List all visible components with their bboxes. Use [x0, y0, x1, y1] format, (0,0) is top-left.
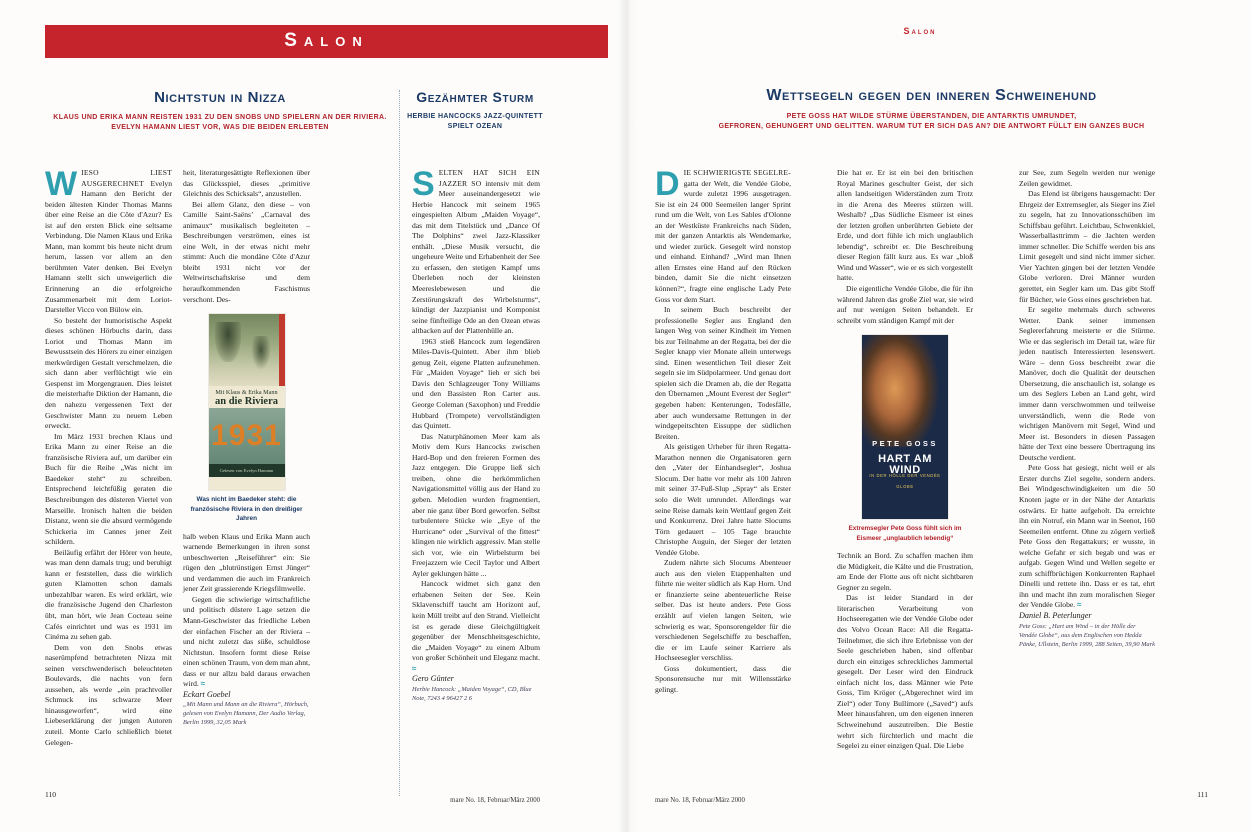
- paragraph: Bei allem Glanz, den diese – von Camille Saint-Saëns’ „Carnaval des animaux“ musikalisch begleiteten – Beschreibungen verströmen, eines ist eine Welt, in der etwas nicht mehr stimmt: Auch die mondäne Côte d'Azur bleibt 1931 nicht vor der Weltwirtschaftskrise und dem heraufkommenden Faschismus verschont. Des-: [183, 199, 310, 304]
- page-gutter: [618, 0, 638, 832]
- paragraph: SELTEN HAT SICH EIN JAZZER SO intensiv mit dem Meer auseinandergesetzt wie Herbie Hancock mit seinem 1965 eingespielten Album „Maiden Voyage“, das mit dem Titelstück und „Dance Of The Dolphins“ zwei Jazz-Klassiker enthält. „Diese Musik versucht, die ungeheure Weite und Erhabenheit der See zu erfassen, den stetigen Kampf ums Überleben noch der kleinsten Meereslebewesen und die Zerstörungskraft des Wirbelsturms“, kündigt der Jazzpianist und Komponist seine fünfteilige Ode an den Ozean etwas altbacken auf der Plattenhülle an.: [412, 165, 540, 336]
- riviera-cover-title-band: [209, 386, 285, 408]
- paragraph: Pete Goss hat gesiegt, nicht weil er als Erster durchs Ziel segelte, sondern anders. Bei Windgeschwindigkeiten um die 50 Knoten jagte er in der Nähe der Antarktis ostwärts. Er hatte aufgeholt. Da erreichte ihn ein Notruf, ein Mann war in Seenot, 160 Seemeilen entfernt. Ohne zu zögern verließ Pete Goss den Regattakurs; er wusste, in welche Gefahr er sich begab und was er aufgab. Gegen Wind und Wellen segelte er zum schiffbrüchigen Konkurrenten Raphael Dinelli und rettete ihn. Dass er es tat, ehrt ihn und macht ihn zum moralischen Sieger der Vendée Globe. ≈: [1019, 463, 1155, 610]
- goss-cover-title: HART AM WIND: [878, 453, 932, 476]
- goss-column-1: [655, 165, 791, 752]
- author-signature: Eckart Goebel: [183, 689, 231, 699]
- article-subtitle-goss: [655, 112, 1208, 132]
- lead-in-text: IE SCHWIERIGSTE SEGELRE-: [683, 168, 791, 177]
- paragraph: Als geistigen Urheber für ihren Regatta-Marathon nennen die Organisatoren gern den „Vater der Einhandsegler“, Joshua Slocum. Der hatte vor mehr als 100 Jahren mit seiner 37-Fuß-Slup „Spray“ als Erster solo die Welt umrundet. Allerdings war seine Reise damals kein Wettlauf gegen Zeit und Konkurrenz. Drei Jahre hatte Slocums Törn gedauert – 105 Tage brauchte Christophe Auguin, der Sieger der letzten Vendée Globe.: [655, 442, 791, 557]
- nizza-column-1: [45, 165, 172, 748]
- article-subtitle-goss-line2: GEFROREN, GEHUNGERT UND GELITTEN. WARUM TUT ER SICH DAS AN? DIE ANTWORT FÜLLT EIN GANZES BUCH: [718, 122, 1145, 130]
- riviera-cover-credit: Gelesen von Evelyn Hamann: [209, 464, 285, 477]
- paragraph: WIESO LIEST AUSGERECHNET Evelyn Hamann den Bericht der beiden ältesten Kinder Thomas Manns über eine Reise an die Côte d'Azur? Es ist auf den ersten Blick eine seltsame Verbindung. Die Namen Klaus und Erika Mann, man kommt bis heute nicht drum herum, lassen vor allem an den berühmten Vater denken. Bei Evelyn Hamann stellt sich unweigerlich die Erinnerung an die erfolgreiche Zusammenarbeit mit dem Loriot-Darsteller Vicco von Bülow ein.: [45, 165, 172, 315]
- paragraph: Technik an Bord. Zu schaffen machen ihm die Müdigkeit, die Kälte und die Frustration, am Ende der Flotte aus oft nicht sichtbaren Gegner zu segeln.: [837, 551, 973, 592]
- section-banner-label: Salon: [284, 30, 369, 51]
- section-banner: [45, 25, 608, 58]
- paragraph: Er segelte mehrmals durch schweres Wetter. Dank seiner immensen Seglererfahrung meisterte er die Stürme. Wie er das seglerisch im Detail tat, wäre für jeden nautisch Interessierten lesenswert. Wäre – denn Goss beschreibt zwar die Manöver, doch die Qualität der deutschen Übersetzung, die anschaulich ist, solange es um des Seglers Leben an Land geht, wird immer dann verschwommen und teilweise unverständlich, wenn die Rede von wichtigen Manövern mit Segel, Wind und Meer ist. Besonders in diesen Passagen hätte der Text eine bessere Übertragung ins Deutsche verdient.: [1019, 305, 1155, 462]
- goss-cover-photo: [862, 335, 948, 447]
- goss-column-2: [837, 168, 973, 752]
- wave-endmark-icon: ≈: [1077, 600, 1082, 610]
- article-subtitle-nizza: KLAUS UND ERIKA MANN REISTEN 1931 ZU DEN SNOBS UND SPIELERN AN DER RIVIERA. EVELYN HAMANN LIEST VOR, WAS DIE BEIDEN ERLEBTEN: [53, 113, 387, 131]
- paragraph: Die eigentliche Vendée Globe, die für ihn während Jahren das große Ziel war, sie wird auf nur wenigen Seiten behandelt. Er schreibt vom ständigen Kampf mit der: [837, 284, 973, 325]
- wave-endmark-icon: ≈: [200, 679, 206, 689]
- article-subtitle-goss-line1: PETE GOSS HAT WILDE STÜRME ÜBERSTANDEN, DIE ANTARKTIS UMRUNDET,: [786, 112, 1077, 120]
- page-number-left: 110: [45, 790, 56, 799]
- article-title-sturm: Gezähmter Sturm: [416, 89, 534, 105]
- article-body-nizza: [45, 165, 311, 748]
- paragraph: Gegen die schwierige wirtschaftliche und politisch düstere Lage setzen die Mann-Geschwister das friedliche Leben der einfachen Fischer an der Riviera – und nicht zuletzt das süße, schuldlose Nichtstun. Insofern formt diese Reise einen schönen Traum, von dem man ahnt, dass er nur allzu bald daraus erwachen wird. ≈: [183, 594, 310, 689]
- paragraph: 1963 stieß Hancock zum legendären Miles-Davis-Quintett. Aber ihm blieb genug Zeit, eigene Platten aufzunehmen. Für „Maiden Voyage“ lieh er sich bei Davis den Schlagzeuger Tony Williams und den Bassisten Ron Carter aus. George Coleman (Saxophon) und Freddie Hubbard (Trompete) vervollständigten das Quintett.: [412, 336, 540, 431]
- article-subtitle-sturm: HERBIE HANCOCKS JAZZ-QUINTETT SPIELT OZEAN: [407, 112, 543, 130]
- dropcap-letter: D: [655, 165, 680, 203]
- paragraph: Die hat er. Er ist ein bei den britischen Royal Marines geschulter Geist, der sich allen landseitigen Widerständen zum Trotz in die Arena des Meeres stürzen will. Weshalb? „Das Südliche Eismeer ist eines der letzten großen unberührten Gebiete der Erde, und dort fühle ich mich unglaublich lebendig“, schreibt er. Die Beschreibung dieser Region fällt kurz aus. Es war „bloß Wind und Wasser“, wie er es sich vorgestellt hatte.: [837, 168, 973, 283]
- source-footnote: „Mit Mann und Mann an die Riviera“, Hörbuch, gelesen von Evelyn Hamann, Der Audio Verlag, Berlin 1999, 32,05 Mark: [183, 701, 309, 727]
- riviera-cover-title-line2: an die Riviera: [215, 396, 278, 408]
- riviera-book-cover: [209, 314, 285, 490]
- article-title-nizza: Nichtstun in Nizza: [154, 89, 286, 106]
- article-header-goss: [655, 88, 1208, 132]
- paragraph: DIE SCHWIERIGSTE SEGELRE-gatta der Welt, die Vendée Globe, wurde zuletzt 1996 ausgetragen. Sie ist ein 24 000 Seemeilen langer Sprint rund um die Welt, von Les Sables d'Olonne an der Westküste Frankreichs nach Süden, mit der ganzen Antarktis als Wendemarke, und wieder zurück. Gesegelt wird nonstop und einhand. Einhand? „Wird man Ihnen allen Ernstes eine Hand auf den Rücken binden, damit Sie die nicht einsetzen können?“, fragte eine englische Lady Pete Goss vor dem Start.: [655, 165, 791, 304]
- article-header-nizza: [45, 90, 395, 133]
- article-body-sturm: [412, 165, 540, 703]
- riviera-cover-photo: [209, 314, 285, 386]
- paragraph: Beiläufig erfährt der Hörer von heute, was man denn damals trug; und beruhigt kann er feststellen, dass die wirklich guten Klamotten schon damals unbezahlbar waren. Es wird erklärt, wie die französische Jugend den Charleston übt, man hört, wie Jean Cocteau seine Cafés einrichtet und was es 1931 im Cinéma zu sehen gab.: [45, 547, 172, 642]
- riviera-cover-red-stripe: [279, 314, 285, 386]
- riviera-caption: Was nicht im Baedeker steht: die französische Riviera in den dreißiger Jahren: [190, 496, 303, 523]
- article-header-sturm: [400, 90, 550, 132]
- paragraph: zur See, zum Segeln werden nur wenige Zeilen gewidmet.: [1019, 168, 1155, 188]
- paragraph: Das Elend ist übrigens hausgemacht: Der Ehrgeiz der Extremsegler, als Sieger ins Ziel zu segeln, hat zu Innovationsschüben im Schiffsbau geführt. Leichtbau, Schwenkkiel, Wasserballasttrimm – die Jachten werden immer schneller. Die Schiffe werden bis ans Limit gesegelt und sind nicht immer sicher. Vier Yachten gingen bei der letzten Vendée Globe verloren. Drei Männer wurden gerettet, ein Segler kam um. Das gibt Stoff für Bücher, wie Goss eines geschrieben hat.: [1019, 189, 1155, 304]
- article-body-goss: [655, 165, 1155, 752]
- author-signature: Daniel B. Peterlunger: [1019, 610, 1092, 620]
- dropcap-letter: S: [412, 165, 435, 203]
- author-signature: Gero Günter: [412, 674, 454, 684]
- lead-in-text: IESO LIEST AUSGERECHNET: [81, 168, 172, 188]
- riviera-cover-title-line1: Mit Klaus & Erika Mann: [215, 389, 278, 397]
- section-header-right-page: Salon: [903, 26, 937, 36]
- goss-cover-tagline: IN DER HÖLLE DER VENDÉE GLOBE: [869, 473, 941, 489]
- goss-cover-author: PETE GOSS: [872, 439, 938, 449]
- goss-book-cover: [862, 335, 948, 519]
- source-footnote: Pete Goss: „Hart am Wind – in der Hölle der Vendée Globe“, aus dem Englischen von Hedda Pänke, Ullstein, Berlin 1999, 288 Seiten, 39,90 Mark: [1019, 622, 1155, 648]
- column-divider-rule: [399, 90, 400, 796]
- dropcap-letter: W: [45, 165, 78, 203]
- issue-line-right-page: mare No. 18, Februar/März 2000: [655, 797, 745, 804]
- paragraph: Das Naturphänomen Meer kam als Motiv dem Kurs Hancocks zwischen Hard-Bop und den freieren Formen des Jazz entgegen. Die Gruppe ließ sich treiben, ohne die herkömmlichen Navigationsmittel völlig aus der Hand zu geben. Melodien wurden fragmentiert, aber nie ganz über Bord geworfen. Selbst turbulentere Stücke wie „Eye of the Hurricane“ oder „Survival of the fittest“ klingen nie wirklich aggressiv. Man stelle sich vor, wie ein Wirbelsturm bei Freejazzern wie Cecil Taylor und Albert Ayler geklungen hätte ...: [412, 431, 540, 578]
- page-number-right: 111: [1197, 790, 1208, 799]
- lead-in-text: ELTEN HAT SICH EIN JAZZER SO: [438, 168, 540, 188]
- riviera-cover-year: 1931: [209, 408, 285, 464]
- paragraph: halb weben Klaus und Erika Mann auch warnende Bemerkungen in ihren sonst unbeschwerten „Reiseführer“ ein: Sie rügen den „blutrünstigen Ernst Jünger“ und verdammen die auch im Frankreich jener Zeit grassierende Kriegsfilmwelle.: [183, 531, 310, 594]
- goss-column-3: [1019, 168, 1155, 752]
- paragraph: So besteht der humoristische Aspekt dieses schönen Hörbuchs darin, dass Loriot und Thomas Mann im Bewusstsein des Hörers zu einer einzigen merkwürdigen Gestalt verschmelzen, die sich dann aber verflüchtigt wie ein Gespenst im Morgengrauen. Dies leistet die meisterhafte Diktion der Hamann, die den nahezu vergessenen Text der Geschwister Mann zu neuem Leben erweckt.: [45, 315, 172, 431]
- paragraph: Das ist leider Standard in der literarischen Verarbeitung von Hochseeregatten wie der Vendée Globe oder des Volvo Ocean Race: All die Regatta-Teilnehmer, die sich ihre Erlebnisse von der Seele geschrieben haben, sind offenbar durch ein einziges schreckliches Jammertal gesegelt. Der Leser wird den Eindruck einfach nicht los, dass Männer wie Pete Goss, Tim Kröger („Abgerechnet wird im Ziel“) oder Tony Bullimore („Saved“) aufs Meer hinausfahren, um den eigenen inneren Schweinehund auszutreiben. Die Bestie wehrt sich fürchterlich und macht die Segelei zu einer einzigen Qual. Die Liebe: [837, 593, 973, 751]
- paragraph: Hancock widmet sich ganz den erhabenen Seiten der See. Kein Sklavenschiff taucht am Horizont auf, kein Müll treibt auf den Strand. Vielleicht ist es gerade diese Gleichgültigkeit gegenüber der Menschheitsgeschichte, die „Maiden Voyage“ zu einem Album von großer Schönheit und Eleganz macht. ≈: [412, 579, 540, 673]
- paragraph: In seinem Buch beschreibt der professionelle Segler aus England den langen Weg von seiner Kindheit im Yemen bis zur Teilnahme an der Regatta, bei der die Segler knapp vier Monate allein unterwegs sind. Einen wesentlichen Teil dieser Zeit segeln sie im Südpolarmeer. Und genau dort spielen sich die Dramen ab, die der Regatta den Übernamen „Mount Everest der Segler“ gegeben haben: Kenterungen, Todesfälle, aber auch wundersame Rettungen in der windgepeitschten Eissuppe der südlichen Breiten.: [655, 305, 791, 441]
- goss-caption: Extremsegler Pete Goss fühlt sich im Eismeer „unglaublich lebendig“: [848, 525, 962, 542]
- paragraph: Zudem nährte sich Slocums Abenteuer auch aus den vielen Etappenhalten und führte nie weiter südlich als Kap Horn. Und er finanzierte seine abenteuerliche Reise selber. Das ist heute anders. Pete Goss erzählt auf vielen langen Seiten, wie schwierig es war, Sponsorengelder für die verschiedenen Segelschiffe zu beschaffen, die er im Laufe seiner Karriere als Hochseesegler verschliss.: [655, 558, 791, 663]
- paragraph: Dem von den Snobs etwas naserümpfend betrachteten Nizza mit seinen verschwenderisch beleuchteten Boulevards, die nachts von fern aussehen, als werde „ein prachtvoller Schmuck ins schwarze Meer hinausgeworfen“, wird eine Liebeserklärung der jungen Autoren zuteil. Monte Carlo schließlich bietet Gelegen-: [45, 642, 172, 747]
- source-footnote: Herbie Hancock: „Maiden Voyage“, CD, Blue Note, 7243 4 96427 2 6: [412, 685, 532, 702]
- paragraph: Im März 1931 brechen Klaus und Erika Mann zu einer Reise an die französische Riviera auf, um darüber ein Buch für die Reihe „Was nicht im Baedeker steht“ zu schreiben. Entsprechend leichtfüßig geraten die Beschreibungen des düsteren Viertel von Marseille. Ironisch halten die beiden Distanz, wenn sie die absurd vermögende Schickeria im Cannes jener Zeit schildern.: [45, 431, 172, 547]
- paragraph: heit, literaturgesättigte Reflexionen über das Glücksspiel, dieses „primitive Gleichnis des Schicksals“, anzustellen.: [183, 168, 310, 199]
- paragraph: Goss dokumentiert, dass die Sponsorensuche nur mit Willensstärke gelingt.: [655, 663, 791, 694]
- wave-endmark-icon: ≈: [412, 663, 417, 673]
- article-title-goss: Wettsegeln gegen den inneren Schweinehund: [766, 87, 1097, 104]
- nizza-column-2: [183, 168, 310, 748]
- issue-line-left-page: mare No. 18, Februar/März 2000: [450, 797, 540, 804]
